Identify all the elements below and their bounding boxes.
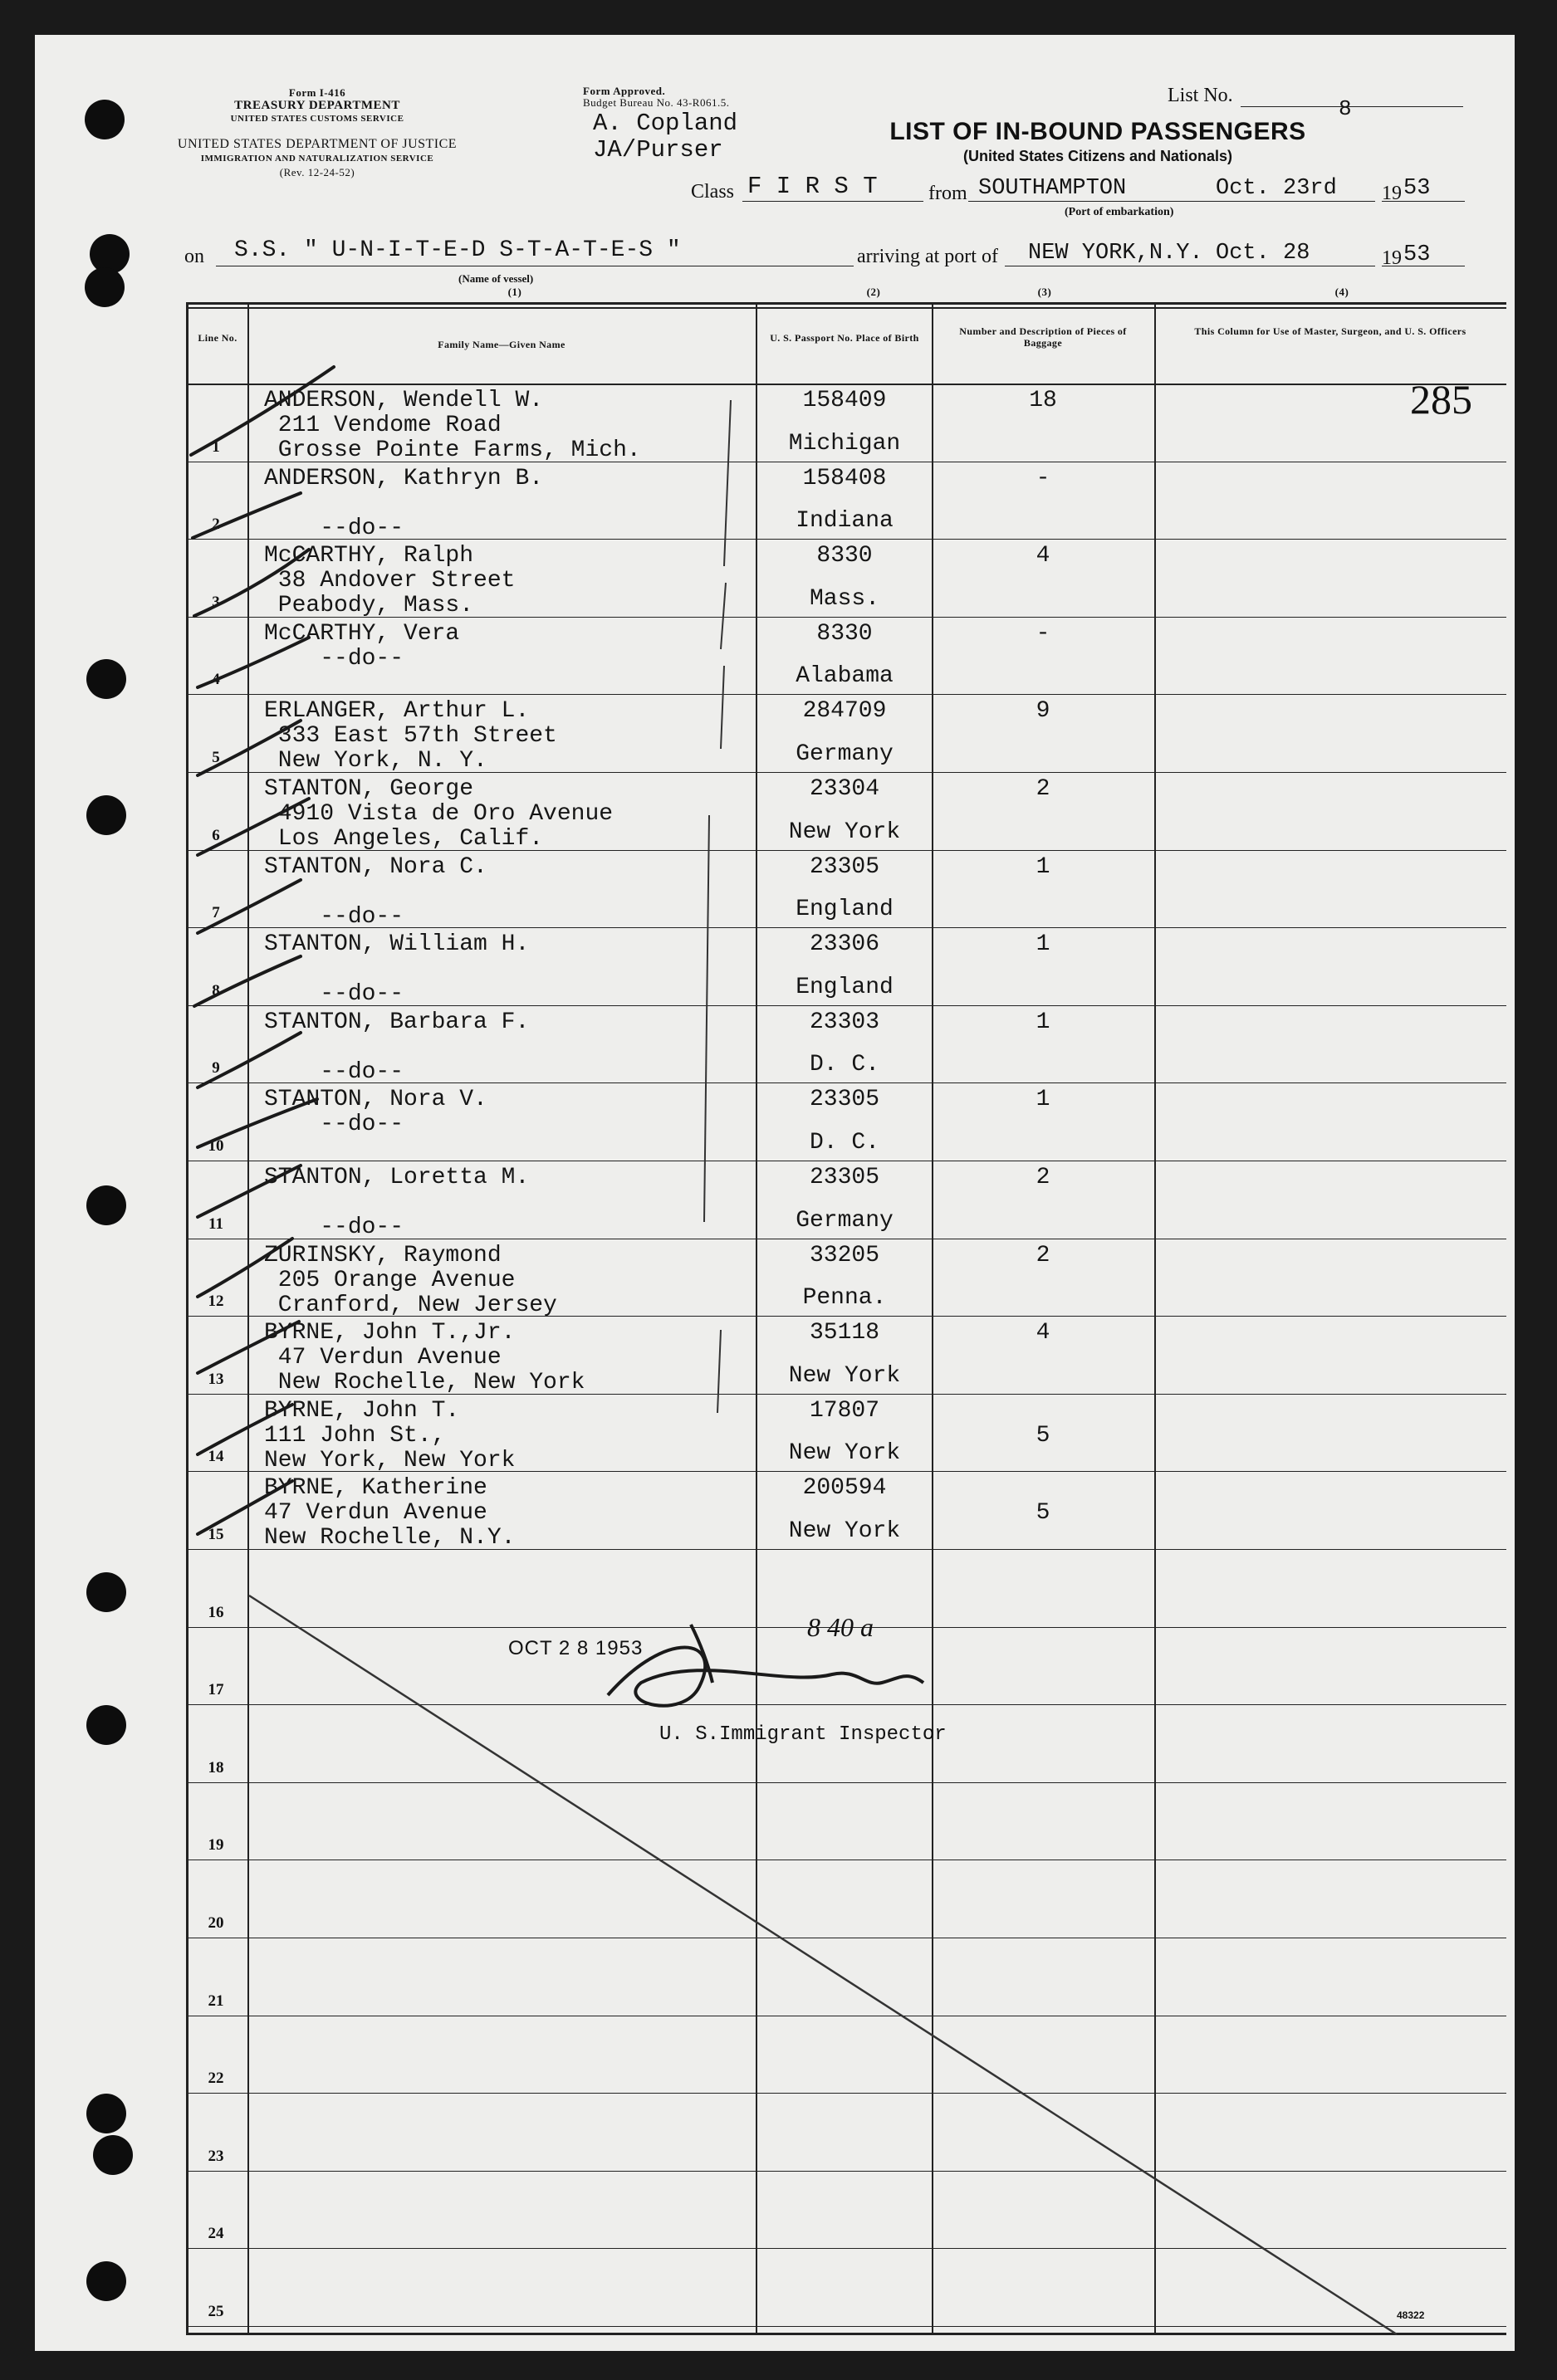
checkmark-1 bbox=[191, 367, 334, 455]
passport-number: 158408 bbox=[802, 465, 887, 491]
baggage-count: 2 bbox=[1036, 1242, 1050, 1268]
baggage-count: - bbox=[1036, 620, 1050, 647]
passenger-name-address: STANTON, Nora C. --do-- bbox=[264, 853, 487, 930]
checkmark-12 bbox=[198, 1239, 292, 1297]
line-number: 16 bbox=[208, 1603, 224, 1621]
baggage-count: 1 bbox=[1036, 931, 1050, 958]
checkmark-15 bbox=[198, 1481, 292, 1534]
form-approved: Form Approved. bbox=[583, 85, 666, 97]
place-of-birth: England bbox=[796, 974, 894, 1000]
baggage-count: 1 bbox=[1036, 1087, 1050, 1113]
line-number: 25 bbox=[208, 2303, 224, 2320]
passenger-name-address: ANDERSON, Wendell W. 211 Vendome Road Grosse Pointe Farms, Mich. bbox=[264, 388, 641, 463]
line-number: 13 bbox=[208, 1370, 224, 1388]
place-of-birth: Mass. bbox=[809, 585, 879, 612]
line-number: 6 bbox=[212, 826, 220, 844]
passenger-name-address: STANTON, Loretta M. --do-- bbox=[264, 1165, 530, 1240]
vessel-name: S.S. " U-N-I-T-E-D S-T-A-T-E-S " bbox=[234, 237, 681, 263]
line-number: 12 bbox=[208, 1293, 224, 1311]
checkmark-3 bbox=[194, 550, 309, 616]
line-number: 24 bbox=[208, 2225, 224, 2243]
line-number: 17 bbox=[208, 1681, 224, 1699]
passport-number: 8330 bbox=[816, 543, 873, 569]
bracket-mark bbox=[717, 1330, 721, 1413]
line-number: 3 bbox=[212, 593, 220, 611]
baggage-count: 5 bbox=[1036, 1422, 1050, 1449]
class-label: Class bbox=[691, 181, 735, 203]
place-of-birth: New York bbox=[788, 1518, 901, 1544]
passport-number: 23304 bbox=[809, 776, 879, 802]
class-value: F I R S T bbox=[747, 173, 878, 200]
baggage-count: 9 bbox=[1036, 698, 1050, 725]
checkmark-9 bbox=[198, 1033, 301, 1087]
line-number: 15 bbox=[208, 1526, 224, 1543]
col-num-4: (4) bbox=[1334, 286, 1349, 298]
place-of-birth: Germany bbox=[796, 1207, 894, 1234]
place-of-birth: D. C. bbox=[809, 1130, 879, 1156]
list-no-value: 8 bbox=[1339, 96, 1352, 121]
form-number: Form I-416 bbox=[288, 86, 346, 99]
passenger-name-address: McCARTHY, Vera --do-- bbox=[264, 620, 460, 672]
bracket-mark bbox=[704, 815, 709, 1222]
year-prefix: 19 bbox=[1382, 247, 1402, 269]
form-stock-code: 48322 bbox=[1397, 2309, 1425, 2321]
baggage-count: 1 bbox=[1036, 1009, 1050, 1035]
place-of-birth: Germany bbox=[796, 741, 894, 767]
signer-title: JA/Purser bbox=[593, 136, 723, 164]
passport-number: 23305 bbox=[809, 1087, 879, 1113]
checkmark-2 bbox=[193, 493, 301, 538]
passenger-name-address: STANTON, George 4910 Vista de Oro Avenue Los Angeles, Calif. bbox=[264, 776, 614, 852]
passenger-name-address: McCARTHY, Ralph 38 Andover Street Peabody, Mass. bbox=[264, 543, 516, 619]
checkmark-5 bbox=[198, 721, 301, 775]
customs-service: UNITED STATES CUSTOMS SERVICE bbox=[230, 114, 404, 124]
line-number: 1 bbox=[212, 437, 220, 456]
checkmark-10 bbox=[198, 1099, 317, 1147]
passport-number: 23306 bbox=[809, 931, 879, 958]
line-number: 5 bbox=[212, 749, 220, 766]
page-number-stamp: 285 bbox=[1410, 376, 1472, 423]
justice-dept: UNITED STATES DEPARTMENT OF JUSTICE bbox=[177, 137, 458, 151]
arrival-date-stamp: OCT 2 8 1953 bbox=[508, 1637, 644, 1659]
passenger-name-address: ANDERSON, Kathryn B. --do-- bbox=[264, 465, 544, 541]
place-of-birth: Alabama bbox=[796, 663, 894, 690]
passenger-name-address: ZURINSKY, Raymond 205 Orange Avenue Cranford, New Jersey bbox=[264, 1242, 557, 1318]
line-number: 20 bbox=[208, 1914, 224, 1932]
checkmark-14 bbox=[198, 1405, 292, 1454]
checkmark-4 bbox=[198, 638, 309, 687]
checkmark-8 bbox=[194, 956, 301, 1006]
place-of-birth: Michigan bbox=[788, 430, 901, 457]
annotation-marks bbox=[35, 35, 1515, 2351]
embarkation-port: SOUTHAMPTON bbox=[978, 176, 1127, 201]
line-number: 19 bbox=[208, 1836, 224, 1855]
passport-number: 284709 bbox=[802, 698, 887, 725]
inspector-caption: U. S.Immigrant Inspector bbox=[659, 1723, 947, 1746]
passenger-name-address: STANTON, Nora V. --do-- bbox=[264, 1087, 487, 1138]
cancel-diagonal-line bbox=[249, 1596, 1397, 2334]
signer-name: A. Copland bbox=[593, 110, 738, 137]
line-number: 21 bbox=[208, 1991, 224, 2010]
header-baggage: Number and Description of Pieces of Baggage bbox=[959, 325, 1127, 349]
checkmark-6 bbox=[198, 799, 309, 855]
revision: (Rev. 12-24-52) bbox=[279, 166, 355, 178]
passport-number: 8330 bbox=[816, 620, 873, 647]
arrival-date: Oct. 28 bbox=[1216, 241, 1310, 266]
embarkation-year: 53 bbox=[1403, 176, 1431, 201]
place-of-birth: Indiana bbox=[796, 508, 894, 535]
place-of-birth: Penna. bbox=[802, 1285, 887, 1312]
baggage-count: 2 bbox=[1036, 1165, 1050, 1190]
on-label: on bbox=[184, 246, 204, 267]
line-number: 11 bbox=[208, 1214, 223, 1233]
baggage-count: 2 bbox=[1036, 776, 1050, 802]
passenger-name-address: BYRNE, Katherine 47 Verdun Avenue New Rochelle, N.Y. bbox=[264, 1475, 516, 1552]
line-number: 22 bbox=[208, 2070, 224, 2088]
line-number: 9 bbox=[212, 1059, 220, 1078]
passenger-name-address: BYRNE, John T. 111 John St., New York, New York bbox=[264, 1397, 516, 1473]
passport-number: 23305 bbox=[809, 1165, 879, 1190]
line-number: 23 bbox=[208, 2147, 224, 2165]
baggage-count: 4 bbox=[1036, 543, 1050, 569]
line-number: 14 bbox=[208, 1448, 224, 1466]
port-caption: (Port of embarkation) bbox=[1065, 206, 1174, 218]
arriving-label: arriving at port of bbox=[857, 246, 998, 267]
baggage-count: 5 bbox=[1036, 1500, 1050, 1527]
line-number: 4 bbox=[212, 671, 220, 689]
line-number: 10 bbox=[208, 1137, 224, 1155]
arrival-port: NEW YORK,N.Y. bbox=[1028, 241, 1203, 266]
from-label: from bbox=[928, 183, 967, 204]
passport-number: 158409 bbox=[802, 388, 887, 413]
passenger-name-address: STANTON, Barbara F. --do-- bbox=[264, 1009, 530, 1085]
place-of-birth: New York bbox=[788, 1440, 901, 1467]
arrival-time-note: 8 40 a bbox=[807, 1612, 874, 1642]
embarkation-date: Oct. 23rd bbox=[1216, 176, 1337, 201]
treasury-dept: TREASURY DEPARTMENT bbox=[234, 99, 400, 112]
baggage-count: 1 bbox=[1036, 853, 1050, 880]
header-line-no: Line No. bbox=[198, 332, 237, 344]
passenger-name-address: STANTON, William H. --do-- bbox=[264, 931, 530, 1008]
bracket-mark bbox=[721, 583, 726, 649]
passport-number: 35118 bbox=[809, 1320, 879, 1346]
passport-number: 23303 bbox=[809, 1009, 879, 1035]
ins-service: IMMIGRATION AND NATURALIZATION SERVICE bbox=[200, 154, 434, 164]
baggage-count: 4 bbox=[1036, 1320, 1050, 1346]
passport-number: 17807 bbox=[809, 1397, 879, 1424]
col-num-1: (1) bbox=[507, 286, 522, 298]
baggage-count: 18 bbox=[1029, 388, 1057, 413]
inspector-signature bbox=[608, 1648, 923, 1706]
place-of-birth: D. C. bbox=[809, 1052, 879, 1078]
col-num-3: (3) bbox=[1037, 286, 1052, 298]
manifest-sheet bbox=[35, 35, 1515, 2351]
place-of-birth: New York bbox=[788, 1362, 901, 1389]
passport-number: 33205 bbox=[809, 1242, 879, 1268]
col-num-2: (2) bbox=[866, 286, 881, 298]
passenger-name-address: ERLANGER, Arthur L. 333 East 57th Street New York, N. Y. bbox=[264, 698, 557, 775]
year-prefix: 19 bbox=[1382, 183, 1402, 204]
budget-bureau: Budget Bureau No. 43-R061.5. bbox=[583, 96, 730, 109]
header-name: Family Name—Given Name bbox=[438, 339, 566, 350]
bracket-mark bbox=[724, 400, 731, 566]
place-of-birth: New York bbox=[788, 819, 901, 845]
arrival-year: 53 bbox=[1403, 242, 1431, 267]
bracket-mark bbox=[721, 666, 724, 749]
checkmark-13 bbox=[198, 1322, 299, 1373]
line-number: 2 bbox=[212, 516, 220, 534]
place-of-birth: England bbox=[796, 897, 894, 923]
manifest-subtitle: (United States Citizens and Nationals) bbox=[962, 148, 1233, 164]
line-number: 8 bbox=[212, 981, 220, 999]
checkmark-7 bbox=[198, 880, 301, 933]
passenger-name-address: BYRNE, John T.,Jr. 47 Verdun Avenue New Rochelle, New York bbox=[264, 1320, 585, 1396]
passport-number: 200594 bbox=[802, 1475, 887, 1502]
baggage-count: - bbox=[1036, 465, 1050, 491]
passport-number: 23305 bbox=[809, 853, 879, 880]
manifest-title: LIST OF IN-BOUND PASSENGERS bbox=[889, 118, 1306, 145]
line-number: 7 bbox=[212, 904, 220, 922]
checkmark-11 bbox=[198, 1166, 301, 1217]
vessel-caption: (Name of vessel) bbox=[458, 272, 534, 285]
list-no-label: List No. bbox=[1168, 85, 1233, 106]
header-officers: This Column for Use of Master, Surgeon, and U. S. Officers bbox=[1194, 325, 1466, 337]
header-passport: U. S. Passport No. Place of Birth bbox=[770, 332, 919, 344]
line-number: 18 bbox=[208, 1758, 224, 1776]
